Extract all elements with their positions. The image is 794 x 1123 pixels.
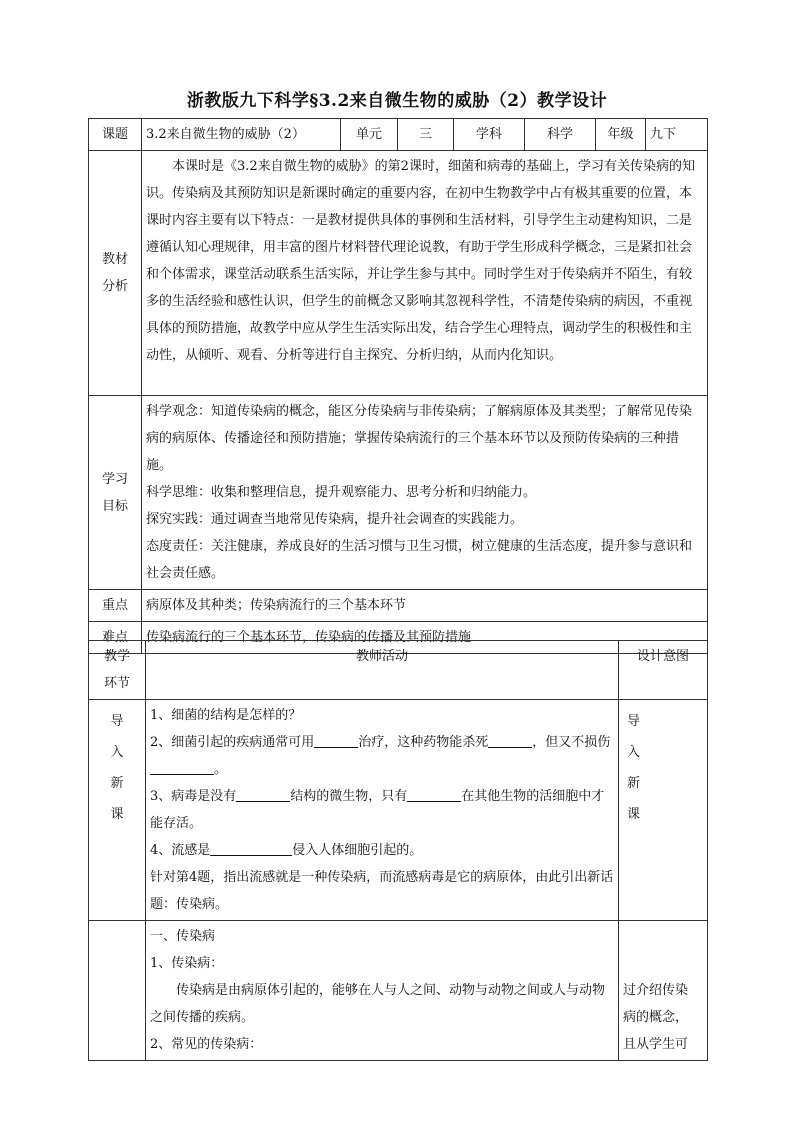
key-points-label: 重点 — [89, 590, 142, 622]
key-points-text: 病原体及其种类；传染病流行的三个基本环节 — [142, 590, 708, 622]
grade-value: 九下 — [646, 119, 708, 151]
blank — [407, 785, 461, 802]
intro-intent: 导 入 新 课 — [619, 700, 708, 921]
analysis-text: 本课时是《3.2来自微生物的威胁》的第2课时，细菌和病毒的基础上，学习有关传染病的知识。传染病及其预防知识是新课时确定的重要内容，在初中生物教学中占有极其重要的位置，本课时内容主要有以下特点：一是教材提供具体的事例和生活材料，引导学生主动建构知识，二是遵循认知心理规律，用丰富的图片材料替代理论说教，有助于学生形成科学概念，三是紧扣社会和个体需求，课堂活动联系生活实际，并让学生参与其中。同时学生对于传染病并不陌生，有较多的生活经验和感性认识，但学生的前概念又影响其忽视科学性，不清楚传染病的病因，不重视具体的预防措施，故教学中应从学生生活实际出发，结合学生心理特点，调动学生的积极性和主动性，从倾听、观看、分析等进行自主探究、分析归纳，从而内化知识。 — [142, 151, 708, 396]
info-table — [88, 118, 708, 654]
intro-activity — [146, 700, 619, 921]
topic-value: 3.2来自微生物的威胁（2） — [142, 119, 341, 151]
objective-item: 科学观念：知道传染病的概念，能区分传染病与非传染病；了解病原体及其类型；了解常见传染病的病原体、传播途径和预防措施；掌握传染病流行的三个基本环节以及预防传染病的三种措施。 — [146, 404, 693, 473]
section-definition: 传染病是由病原体引起的，能够在人与人之间、动物与动物之间或人与动物之间传播的疾病。 — [150, 983, 606, 1025]
teacher-activity-header: 教师活动 — [146, 641, 619, 700]
process-table — [88, 640, 708, 1061]
design-intent-header: 设计意图 — [619, 641, 708, 700]
blank — [236, 785, 290, 802]
grade-label: 年级 — [596, 119, 646, 151]
section-intent: 过介绍传染 病的概念， 且从学生可 — [619, 921, 708, 1061]
question-3: 3、病毒是没有 结构的微生物，只有 在其他生物的活细胞中才能存活。 — [150, 783, 614, 837]
question-2: 2、细菌引起的疾病通常可用 治疗，这种药物能杀死 ，但又不损伤。 — [150, 729, 614, 783]
section-activity — [146, 921, 619, 1061]
unit-label: 单元 — [341, 119, 398, 151]
analysis-label: 教材 分析 — [89, 151, 142, 396]
objectives-label: 学习 目标 — [89, 396, 142, 590]
section-sub1: 1、传染病： — [150, 956, 224, 971]
blank — [314, 731, 358, 748]
section-heading: 一、传染病 — [150, 929, 216, 944]
topic-label: 课题 — [89, 119, 142, 151]
subject-value: 科学 — [525, 119, 596, 151]
objective-item: 探究实践：通过调查当地常见传染病，提升社会调查的实践能力。 — [146, 512, 524, 527]
intro-note: 针对第4题，指出流感就是一种传染病，而流感病毒是它的病原体，由此引出新话题：传染病。 — [150, 870, 614, 912]
question-4: 4、流感是 侵入人体细胞引起的。 — [150, 837, 614, 864]
blank — [150, 758, 214, 775]
stage-header: 教学 环节 — [89, 641, 146, 700]
blank — [210, 839, 292, 856]
page-title: 浙教版九下科学§3.2来自微生物的威胁（2）教学设计 — [186, 91, 608, 111]
subject-label: 学科 — [454, 119, 525, 151]
difficulties-text: 传染病流行的三个基本环节，传染病的传播及其预防措施 — [142, 622, 708, 654]
difficulties-label: 难点 — [89, 622, 142, 654]
blank — [488, 731, 532, 748]
section-stage — [89, 921, 146, 1061]
intro-stage: 导 入 新 课 — [89, 700, 146, 921]
objective-item: 态度责任：关注健康，养成良好的生活习惯与卫生习惯，树立健康的生活态度，提升参与意识和社会责任感。 — [146, 539, 693, 581]
objectives-list — [142, 396, 708, 590]
unit-value: 三 — [398, 119, 454, 151]
objective-item: 科学思维：收集和整理信息，提升观察能力、思考分析和归纳能力。 — [146, 485, 537, 500]
question-1: 1、细菌的结构是怎样的？ — [150, 708, 302, 723]
section-sub2: 2、常见的传染病： — [150, 1037, 263, 1052]
